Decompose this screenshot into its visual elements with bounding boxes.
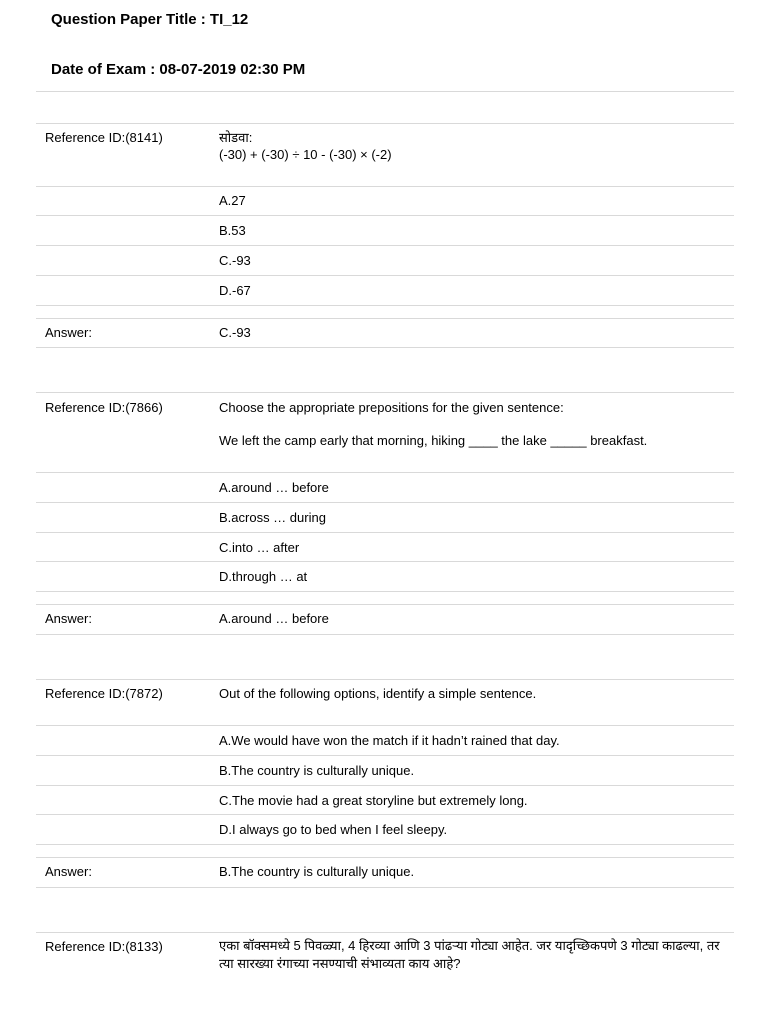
answer-value: A.around … before (219, 611, 329, 626)
divider (36, 347, 734, 348)
reference-id: Reference ID:(7866) (45, 400, 163, 415)
divider (36, 305, 734, 306)
divider (36, 215, 734, 216)
reference-id: Reference ID:(8133) (45, 939, 163, 954)
exam-date: Date of Exam : 08-07-2019 02:30 PM (51, 61, 306, 78)
option-c: C.into … after (219, 540, 300, 555)
answer-label: Answer: (45, 325, 92, 340)
divider (36, 887, 734, 888)
divider (36, 275, 734, 276)
divider (36, 814, 734, 815)
option-c: C.The movie had a great storyline but extremely long. (219, 793, 528, 808)
option-b: B.53 (219, 223, 246, 238)
option-d: D.I always go to bed when I feel sleepy. (219, 822, 448, 837)
answer-value: C.-93 (219, 325, 251, 340)
divider (36, 502, 734, 503)
paper-title: Question Paper Title : TI_12 (51, 11, 249, 28)
question-text: सोडवा: (219, 130, 253, 145)
divider (36, 245, 734, 246)
divider (36, 755, 734, 756)
answer-value: B.The country is culturally unique. (219, 864, 415, 879)
answer-label: Answer: (45, 611, 92, 626)
question-text: Out of the following options, identify a simple sentence. (219, 686, 537, 701)
divider (36, 91, 734, 92)
option-b: B.The country is culturally unique. (219, 763, 415, 778)
question-text: Choose the appropriate prepositions for the given sentence: (219, 400, 564, 415)
option-a: A.27 (219, 193, 246, 208)
option-d: D.-67 (219, 283, 251, 298)
option-a: A.We would have won the match if it hadn’t rained that day. (219, 733, 560, 748)
question-text: एका बॉक्समध्ये 5 पिवळ्या, 4 हिरव्या आणि 3 पांढऱ्या गोट्या आहेत. जर यादृच्छिकपणे 3 गोट्या काढल्या, तर त्या सारख्या रंगाच्या नसण्याची संभाव्यता काय आहे? (219, 938, 720, 971)
option-d: D.through … at (219, 569, 308, 584)
divider (36, 634, 734, 635)
divider (36, 591, 734, 592)
option-a: A.around … before (219, 480, 329, 495)
option-c: C.-93 (219, 253, 251, 268)
question-expression: (-30) + (-30) ÷ 10 - (-30) × (-2) (219, 147, 392, 162)
reference-id: Reference ID:(7872) (45, 686, 163, 701)
divider (36, 123, 734, 124)
divider (36, 725, 734, 726)
divider (36, 844, 734, 845)
divider (36, 679, 734, 680)
divider (36, 785, 734, 786)
divider (36, 186, 734, 187)
answer-label: Answer: (45, 864, 92, 879)
divider (36, 561, 734, 562)
divider (36, 392, 734, 393)
reference-id: Reference ID:(8141) (45, 130, 163, 145)
divider (36, 318, 734, 319)
question-sentence: We left the camp early that morning, hiking ____ the lake _____ breakfast. (219, 433, 648, 448)
option-b: B.across … during (219, 510, 326, 525)
divider (36, 472, 734, 473)
divider (36, 857, 734, 858)
divider (36, 932, 734, 933)
divider (36, 532, 734, 533)
divider (36, 604, 734, 605)
